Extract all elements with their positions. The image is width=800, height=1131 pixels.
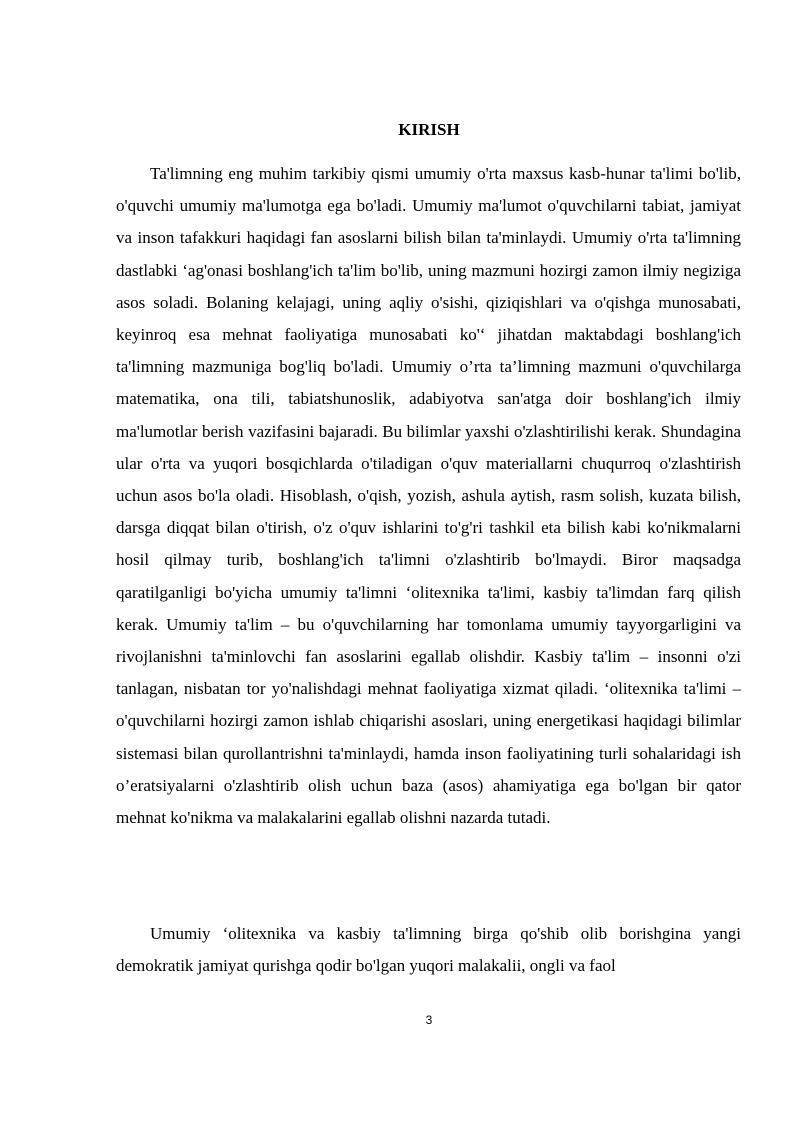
page-number: 3	[425, 1013, 433, 1027]
body-paragraph-1: Ta'limning eng muhim tarkibiy qismi umumiy o'rta maxsus kasb-hunar ta'limi bo'lib, o'quvchi umumiy ma'lumotga ega bo'ladi. Umumiy ma'lumot o'quvchilarni tabiat, jamiyat va inson tafakkuri haqidagi fan asoslarni bilish bilan ta'minlaydi. Umumiy o'rta ta'limning dastlabki ‘ag'onasi boshlang'ich ta'lim bo'lib, uning mazmuni hozirgi zamon ilmiy negiziga asos soladi. Bolaning kelajagi, uning aqliy o'sishi, qiziqishlari va o'qishga munosabati, keyinroq esa mehnat faoliyatiga munosabati ko'‘ jihatdan maktabdagi boshlang'ich ta'limning mazmuniga bog'liq bo'ladi. Umumiy o’rta ta’limning mazmuni o'quvchilarga matematika, ona tili, tabiatshunoslik, adabiyotva san'atga doir boshlang'ich ilmiy ma'lumotlar berish vazifasini bajaradi. Bu bilimlar yaxshi o'zlashtirilishi kerak. Shundagina ular o'rta va yuqori bosqichlarda o'tiladigan o'quv materiallarni chuqurroq o'zlashtirish uchun asos bo'la oladi. Hisoblash, o'qish, yozish, ashula aytish, rasm solish, kuzata bilish, darsga diqqat bilan o'tirish, o'z o'quv ishlarini to'g'ri tashkil eta bilish kabi ko'nikmalarni hosil qilmay turib, boshlang'ich ta'limni o'zlashtirib bo'lmaydi. Biror maqsadga qaratilganligi bo'yicha umumiy ta'limni ‘olitexnika ta'limi, kasbiy ta'limdan farq qilish kerak. Umumiy ta'lim – bu o'quvchilarning har tomonlama umumiy tayyorgarligini va rivojlanishni ta'minlovchi fan asoslarini egallab olishdir. Kasbiy ta'lim – insonni o'zi tanlagan, nisbatan tor yo'nalishdagi mehnat faoliyatiga xizmat qiladi. ‘olitexnika ta'limi – o'quvchilarni hozirgi zamon ishlab chiqarishi asoslari, uning energetikasi haqidagi bilimlar sistemasi bilan qurollantrishni ta'minlaydi, hamda inson faoliyatining turli sohalaridagi ish o’eratsiyalarni o'zlashtirib olish uchun baza (asos) ahamiyatiga ega bo'lgan bir qator mehnat ko'nikma va malakalarini egallab olishni nazarda tutadi.	[116, 164, 741, 828]
section-heading: KIRISH	[398, 120, 460, 139]
body-paragraph-2: Umumiy ‘olitexnika va kasbiy ta'limning birga qo'shib olib borishgina yangi demokratik jamiyat qurishga qodir bo'lgan yuqori malakalii, ongli va faol	[116, 924, 741, 976]
